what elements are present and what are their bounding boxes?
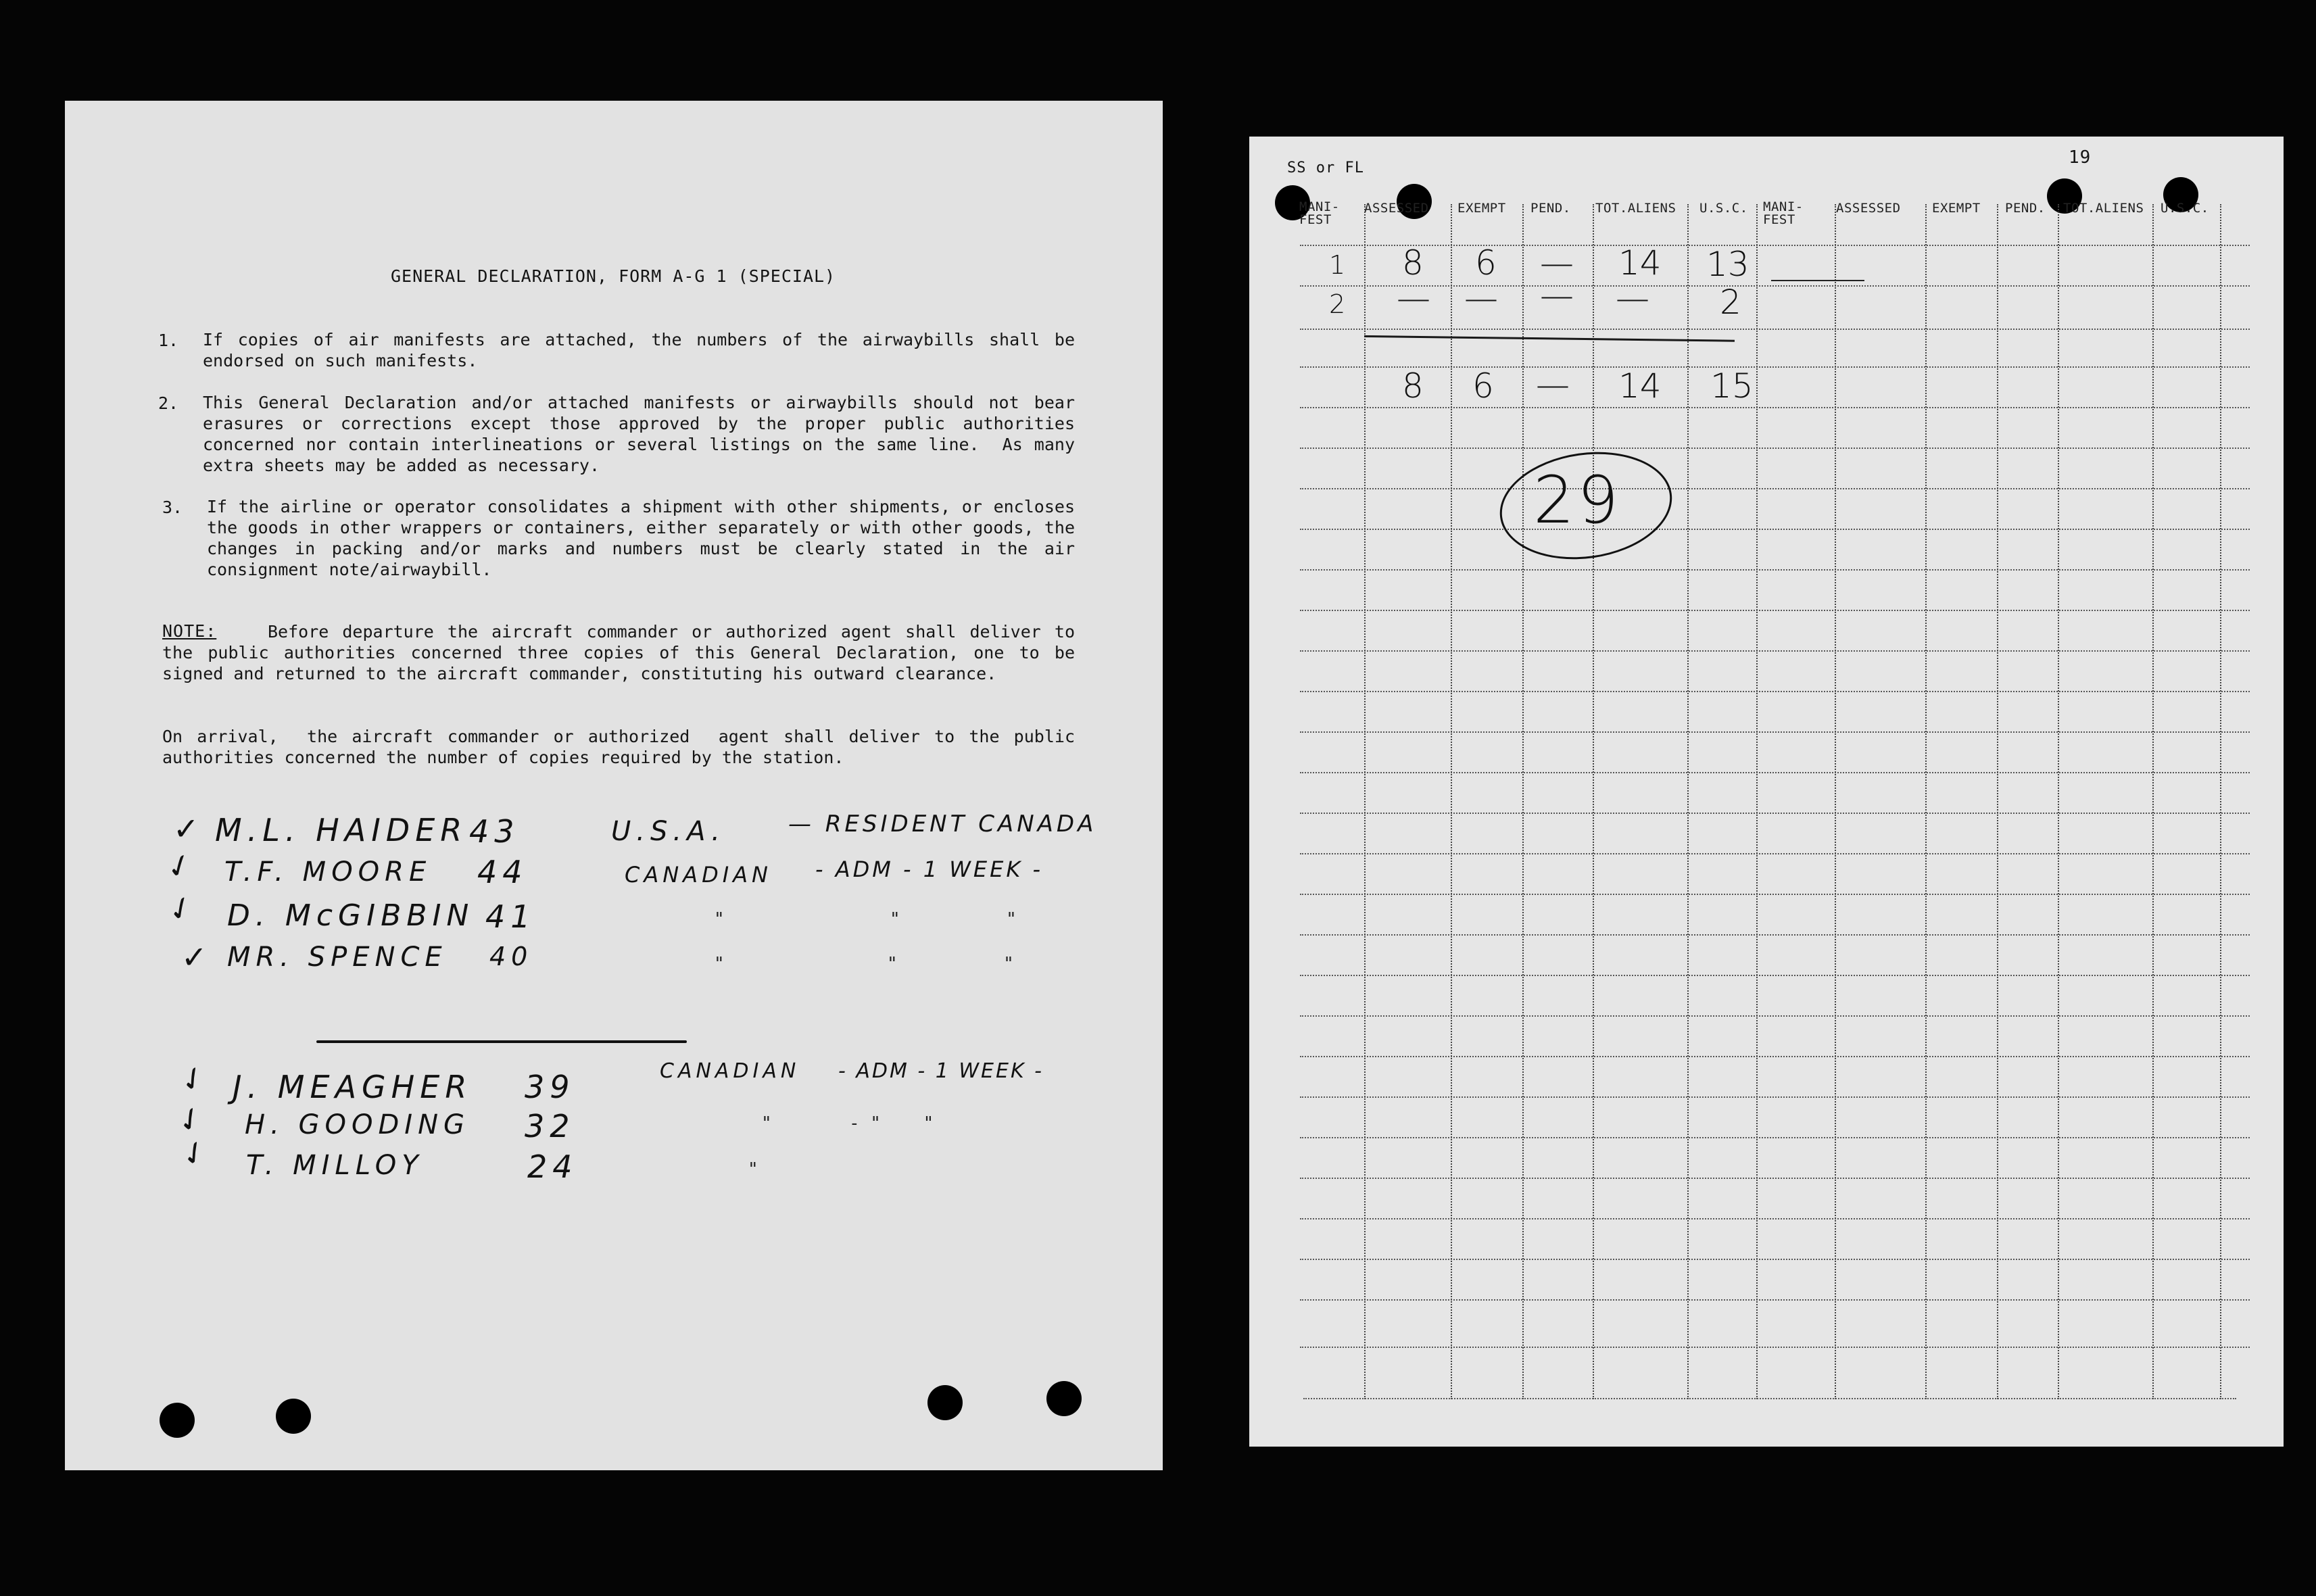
separator-line	[316, 1040, 687, 1043]
check-mark-1: ✓	[173, 811, 199, 847]
crew-2-age: 44	[477, 854, 528, 890]
header-usc-2: U.S.C.	[2161, 201, 2209, 216]
crew-2-nationality: CANADIAN	[625, 862, 772, 888]
item-2-number: 2.	[158, 393, 179, 413]
check-mark-2: ✓	[160, 844, 198, 888]
note-label: NOTE:	[162, 621, 217, 641]
header-exempt-2: EXEMPT	[1932, 201, 1981, 216]
crew-3-nationality: "	[714, 909, 725, 929]
item-3-number: 3.	[162, 498, 183, 517]
punch-hole	[927, 1385, 963, 1420]
row-1-tot-aliens: 14	[1618, 243, 1662, 283]
header-assessed-2: ASSESSED	[1836, 201, 1901, 216]
item-1-text: If copies of air manifests are attached, the numbers of the airwaybills shall be endorsed on such manifests.	[203, 330, 1086, 370]
crew-3-remark: " "	[890, 909, 1017, 929]
crew-4-age: 40	[489, 942, 533, 971]
check-mark-7: ✓	[174, 1130, 215, 1176]
form-title: GENERAL DECLARATION, FORM A-G 1 (SPECIAL)	[391, 266, 836, 286]
crew-2-name: T.F. MOORE	[224, 856, 432, 888]
row-1-manifest-2-dash	[1771, 280, 1864, 281]
crew-5-nationality: CANADIAN	[660, 1059, 800, 1083]
crew-4-remark: " "	[887, 954, 1014, 974]
row-1-assessed: 8	[1402, 243, 1424, 283]
crew-1-remark: — RESIDENT CANADA	[788, 811, 1097, 838]
row-1-pend: —	[1540, 243, 1574, 283]
header-exempt: EXEMPT	[1457, 201, 1506, 216]
crew-3-name: D. McGIBBIN	[227, 898, 475, 933]
header-tot-aliens-2: TOT.ALIENS	[2063, 201, 2144, 216]
total-exempt: 6	[1472, 366, 1494, 406]
general-declaration-page	[65, 101, 1163, 1470]
crew-6-age: 32	[525, 1108, 575, 1144]
total-assessed: 8	[1402, 366, 1424, 406]
check-mark-3: ✓	[161, 886, 201, 931]
row-2-tot-aliens: —	[1616, 279, 1649, 318]
total-usc: 15	[1710, 366, 1754, 406]
check-mark-4: ✓	[181, 939, 208, 975]
arrival-text: On arrival, the aircraft commander or authorized agent shall deliver to the public authorities concerned the number of copies required by the station.	[162, 727, 1086, 767]
crew-6-nationality: "	[761, 1113, 772, 1134]
check-mark-6: ✓	[170, 1096, 211, 1142]
row-1-usc: 13	[1706, 245, 1750, 284]
circled-total-value: 29	[1533, 462, 1622, 538]
item-2-text: This General Declaration and/or attached manifests or airwaybills should not bear erasures or corrections except those approved by the proper public authorities concerned nor contain interlineations or several listings on the same line. As many extra sheets may be added as necessary.	[203, 393, 1086, 475]
row-1-exempt: 6	[1475, 243, 1497, 283]
crew-6-remark: - " "	[849, 1113, 934, 1134]
item-1-number: 1.	[158, 331, 179, 350]
sum-underline	[1364, 335, 1735, 342]
total-tot-aliens: 14	[1618, 366, 1662, 406]
crew-1-name: M.L. HAIDER	[215, 812, 468, 848]
crew-1-nationality: U.S.A.	[611, 816, 725, 847]
header-pend-2: PEND.	[2005, 201, 2046, 216]
row-2-assessed: —	[1397, 279, 1430, 318]
crew-5-age: 39	[525, 1069, 575, 1105]
item-3-text: If the airline or operator consolidates a shipment with other shipments, or encloses the goods in other wrappers or containers, either separately or with other goods, the changes in packing and/or marks and numbers must be clearly stated in the air consignment note/airwaybill.	[207, 497, 1086, 579]
row-2-pend: —	[1540, 276, 1574, 315]
ss-or-fl-label: SS or FL	[1287, 160, 1364, 176]
row-1-manifest: 1	[1329, 250, 1346, 280]
header-usc: U.S.C.	[1699, 201, 1748, 216]
note-text: Before departure the aircraft commander or authorized agent shall deliver to the public authorities concerned three copies of this General Declaration, one to be signed and returned to the aircraft commander, constituting his outward clearance.	[162, 622, 1086, 683]
header-manifest: MANI- FEST	[1299, 199, 1340, 227]
header-assessed: ASSESSED	[1364, 201, 1429, 216]
crew-4-name: MR. SPENCE	[227, 942, 448, 973]
crew-2-remark: - ADM - 1 WEEK -	[815, 856, 1044, 882]
crew-3-age: 41	[485, 898, 536, 935]
page-number: 19	[2069, 147, 2092, 168]
total-pend: —	[1536, 365, 1570, 404]
row-2-exempt: —	[1464, 279, 1498, 318]
punch-hole	[1046, 1381, 1082, 1416]
row-2-usc: 2	[1720, 283, 1741, 322]
crew-5-name: J. MEAGHER	[233, 1069, 473, 1105]
manifest-tally-sheet	[1249, 137, 2284, 1447]
crew-1-age: 43	[469, 813, 520, 850]
crew-7-name: T. MILLOY	[246, 1150, 424, 1181]
crew-7-nationality: "	[748, 1159, 758, 1180]
crew-7-age: 24	[527, 1148, 578, 1185]
crew-5-remark: - ADM - 1 WEEK -	[838, 1059, 1044, 1083]
crew-6-name: H. GOODING	[245, 1109, 470, 1140]
check-mark-5: ✓	[172, 1056, 214, 1102]
header-manifest-2: MANI- FEST	[1763, 199, 1804, 227]
row-2-manifest: 2	[1329, 289, 1346, 319]
punch-hole	[276, 1399, 311, 1434]
header-pend: PEND.	[1530, 201, 1571, 216]
crew-4-nationality: "	[714, 954, 725, 974]
header-tot-aliens: TOT.ALIENS	[1595, 201, 1676, 216]
punch-hole	[160, 1403, 195, 1438]
